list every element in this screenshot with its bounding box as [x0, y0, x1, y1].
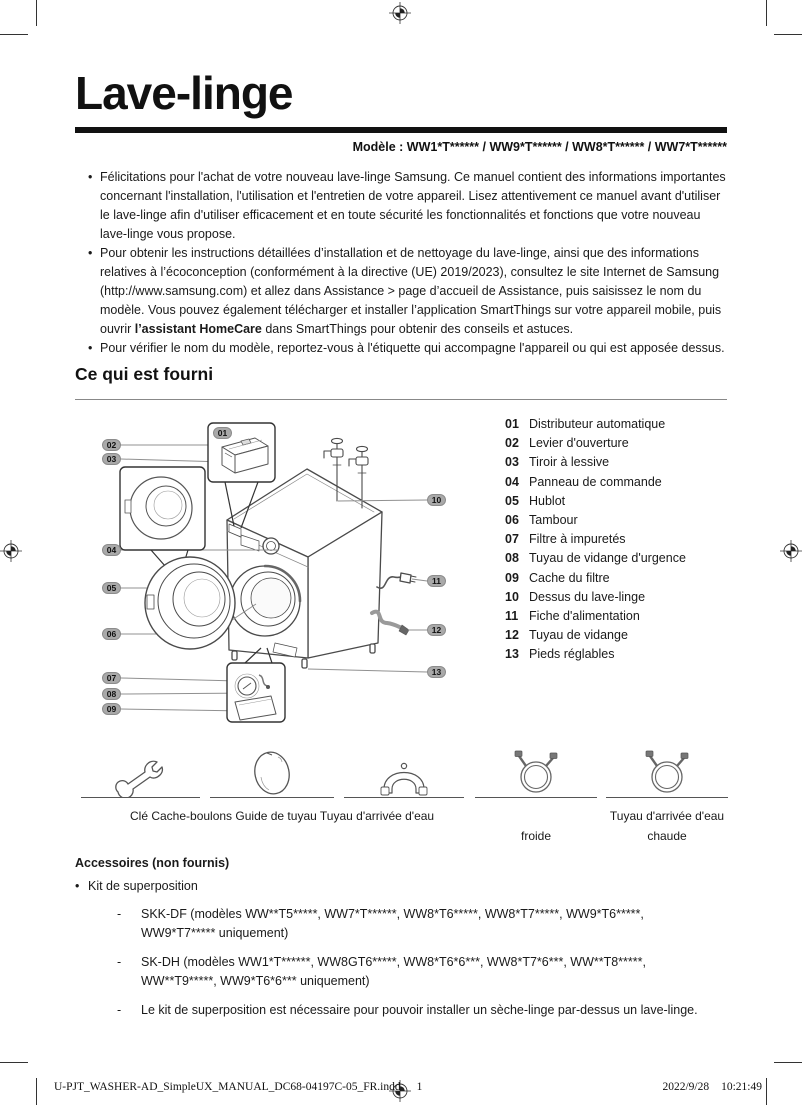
title-rule: [75, 127, 727, 133]
callout-11: 11: [427, 575, 446, 587]
kit-detail-text: Le kit de superposition est nécessaire pour pouvoir installer un sèche-linge par-dessus un lave-linge.: [141, 1003, 698, 1017]
part-number: 02: [505, 436, 519, 451]
part-label: Pieds réglables: [529, 647, 615, 662]
intro-bullet-1-text: Félicitations pour l'achat de votre nouveau lave-linge Samsung. Ce manuel contient des informations importantes concernant l'installation, l'utilisation et l'entretien de votre appareil. Lisez attentivement ce manuel avant d'utiliser le lave-linge afin d'utiliser efficacement et en toute sécurité les fonctionnalités et fonctions que votre nouveau lave-linge vous propose.: [100, 170, 726, 241]
part-row: [505, 415, 730, 434]
cold-water-hose-icon: [507, 747, 565, 797]
kit-details-list: [115, 905, 705, 1020]
crop-mark: [774, 1062, 802, 1063]
hot-hose-label-line1: Tuyau d'arrivée d'eau: [609, 809, 725, 823]
parts-list: [505, 415, 730, 665]
part-number: 08: [505, 551, 519, 566]
callout-12: 12: [427, 624, 446, 636]
part-row: [505, 549, 730, 568]
part-number: 10: [505, 589, 519, 604]
callout-07: 07: [102, 672, 121, 684]
accessory-labels-line: Clé Cache-boulons Guide de tuyau Tuyau d'arrivée d'eau: [130, 809, 435, 823]
dash-marker: -: [117, 955, 122, 969]
washer-illustration: [75, 405, 475, 750]
part-number: 03: [505, 455, 519, 470]
intro-bullet-2: [75, 244, 729, 339]
part-number: 13: [505, 647, 519, 662]
footer-page-number: 1: [416, 1081, 423, 1093]
intro-bullet-3-text: Pour vérifier le nom du modèle, reportez-vous à l'étiquette qui accompagne l'appareil ou qui est apposée dessus.: [100, 341, 725, 355]
bullet-marker: •: [88, 170, 93, 184]
part-row: [505, 588, 730, 607]
part-label: Cache du filtre: [529, 570, 610, 585]
dash-marker: -: [117, 1003, 122, 1017]
part-label: Dessus du lave-linge: [529, 589, 646, 604]
hot-hose-label-line2: chaude: [647, 829, 687, 843]
intro-bullet-2-text-end: dans SmartThings pour obtenir des conseils et astuces.: [261, 322, 574, 336]
callout-04: 04: [102, 544, 121, 556]
kit-detail-text: SK-DH (modèles WW1*T******, WW8GT6*****, WW8*T6*6***, WW8*T7*6***, WW**T8*****, WW**T9*****, WW9*T6*6*** uniquement): [141, 955, 646, 988]
accessory-cell-wrench: [81, 745, 200, 798]
part-row: [505, 434, 730, 453]
part-label: Fiche d'alimentation: [529, 609, 640, 624]
part-number: 04: [505, 474, 519, 489]
part-number: 06: [505, 513, 519, 528]
wrench-icon: [110, 751, 172, 797]
registration-mark-icon: [0, 540, 22, 562]
dash-marker: -: [117, 907, 122, 921]
section-heading-supplied: Ce qui est fourni: [75, 364, 214, 384]
part-number: 01: [505, 417, 519, 431]
section-rule: [75, 399, 727, 400]
part-label: Filtre à impuretés: [529, 532, 626, 547]
part-number: 09: [505, 570, 519, 585]
intro-bullet-1: [75, 168, 729, 244]
footer-time: 10:21:49: [721, 1081, 762, 1093]
accessory-cell-cold-hose: [475, 745, 597, 798]
intro-paragraphs: [75, 168, 729, 358]
bullet-marker: •: [75, 879, 80, 893]
crop-mark: [774, 34, 802, 35]
crop-mark: [0, 34, 28, 35]
crop-mark: [36, 0, 37, 26]
part-row: [505, 492, 730, 511]
accessory-cell-bolt-cap: [210, 745, 334, 798]
part-row: [505, 569, 730, 588]
kit-detail-item: [115, 953, 705, 991]
crop-mark: [0, 1062, 28, 1063]
part-label: Panneau de commande: [529, 474, 662, 489]
bullet-marker: •: [88, 246, 93, 260]
crop-mark: [766, 1078, 767, 1105]
callout-08: 08: [102, 688, 121, 700]
part-row: [505, 530, 730, 549]
callout-01: 01: [213, 427, 232, 439]
part-row: [505, 626, 730, 645]
callout-06: 06: [102, 628, 121, 640]
accessories-heading: Accessoires (non fournis): [75, 856, 230, 870]
footer-timestamp: [662, 1081, 762, 1093]
footer-date: 2022/9/28: [662, 1081, 710, 1093]
callout-09: 09: [102, 703, 121, 715]
accessory-cell-hot-hose: [606, 745, 728, 798]
part-label: Tuyau de vidange: [529, 628, 628, 643]
callout-03: 03: [102, 453, 121, 465]
hose-guide-icon: [372, 749, 436, 797]
part-label: Distributeur automatique: [529, 417, 666, 431]
footer-filename-text: U-PJT_WASHER-AD_SimpleUX_MANUAL_DC68-04197C-05_FR.indd: [54, 1081, 401, 1093]
callout-13: 13: [427, 666, 446, 678]
accessories-section: [75, 854, 729, 1030]
intro-bullet-3: [75, 339, 729, 358]
part-number: 11: [505, 609, 519, 624]
callout-10: 10: [427, 494, 446, 506]
intro-bullet-2-text: Pour obtenir les instructions détaillées d’installation et de nettoyage du lave-linge, ainsi que des informations relatives à l’écoconception (conformément à la directive (UE) 2019/2023), consultez le site Internet de Samsung (http://www.samsung.com) et allez dans Assistance > page d’accueil de Assistance, puis saisissez le nom du modèle. Vous pouvez également télécharger et installer l’application SmartThings sur votre appareil mobile, puis ouvrir: [100, 246, 722, 336]
part-row: [505, 453, 730, 472]
part-label: Tuyau de vidange d'urgence: [529, 551, 686, 566]
part-row: [505, 607, 730, 626]
model-line: Modèle : WW1*T****** / WW9*T****** / WW8*T****** / WW7*T******: [352, 140, 727, 154]
crop-mark: [36, 1078, 37, 1105]
hot-water-hose-icon: [638, 747, 696, 797]
kit-detail-item: [115, 905, 705, 943]
page-title: Lave-linge: [75, 67, 293, 119]
part-row: [505, 511, 730, 530]
cold-hose-label-line2: froide: [520, 829, 552, 843]
footer-filename: [54, 1081, 422, 1093]
part-row: [505, 473, 730, 492]
part-label: Tambour: [529, 513, 578, 528]
part-label: Levier d'ouverture: [529, 436, 629, 451]
part-row: [505, 645, 730, 664]
part-number: 12: [505, 628, 519, 643]
part-label: Tiroir à lessive: [529, 455, 610, 470]
kit-bullet-row: [75, 877, 729, 896]
part-number: 07: [505, 532, 519, 547]
part-number: 05: [505, 493, 519, 508]
kit-detail-text: SKK-DF (modèles WW**T5*****, WW7*T******, WW8*T6*****, WW8*T7*****, WW9*T6*****, WW9*T7***** uniquement): [141, 907, 644, 940]
homecare-bold-text: l’assistant HomeCare: [134, 322, 262, 336]
part-label: Hublot: [529, 493, 566, 508]
kit-detail-item: [115, 1001, 705, 1020]
washer-diagram: [75, 405, 475, 750]
registration-mark-icon: [780, 540, 802, 562]
registration-mark-icon: [389, 2, 411, 24]
callout-05: 05: [102, 582, 121, 594]
callout-02: 02: [102, 439, 121, 451]
bolt-cap-icon: [244, 747, 300, 797]
bullet-marker: •: [88, 341, 93, 355]
kit-label: Kit de superposition: [88, 879, 198, 893]
crop-mark: [766, 0, 767, 26]
accessory-cell-hose-guide: [344, 745, 464, 798]
